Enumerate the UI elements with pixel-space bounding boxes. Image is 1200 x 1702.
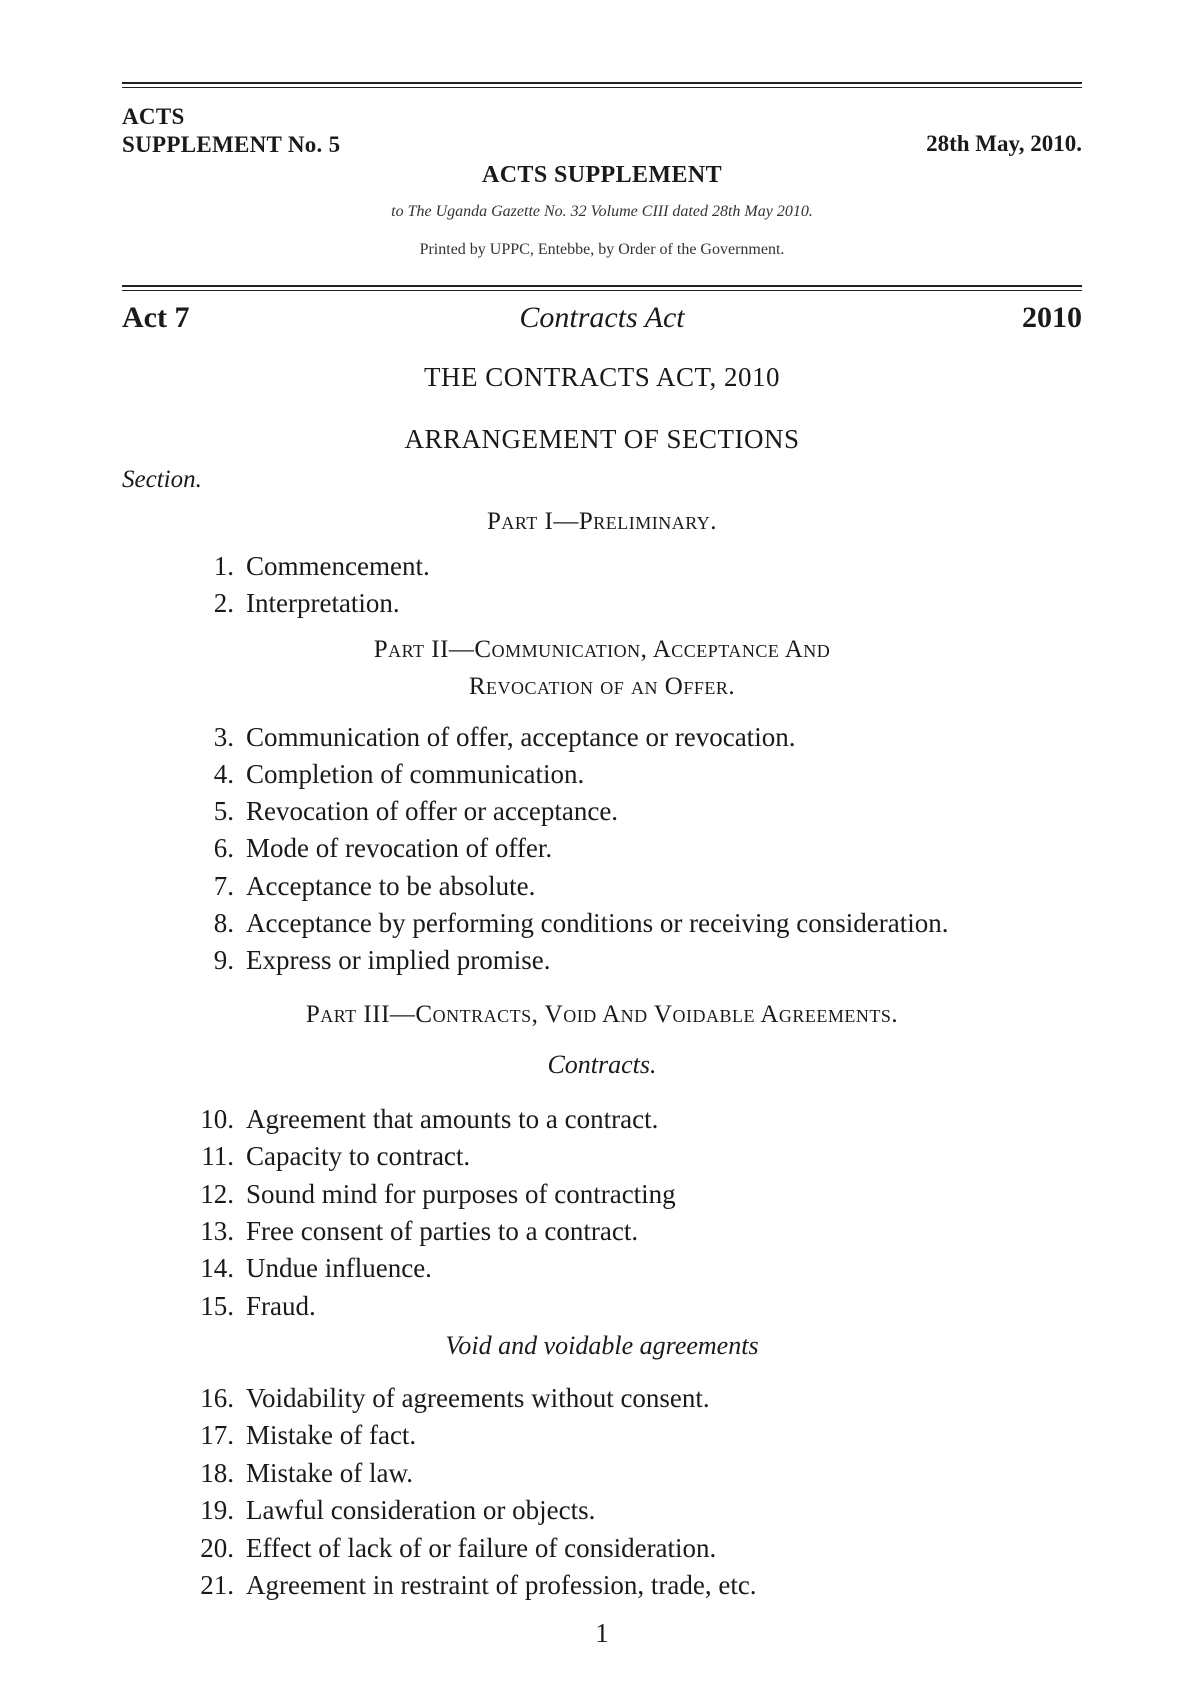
section-number: 6. (213, 833, 234, 863)
printer-note: Printed by UPPC, Entebbe, by Order of the Government. (419, 241, 785, 258)
section-title: Fraud. (246, 1291, 316, 1321)
section-number: 8. (213, 908, 234, 938)
section-number: 19. (200, 1495, 234, 1525)
supplement-label (122, 103, 340, 159)
supplement-number: SUPPLEMENT No. 5 (122, 132, 341, 157)
section-title: Voidability of agreements without consent. (246, 1383, 710, 1413)
section-number: 9. (213, 945, 234, 975)
section-number: 3. (213, 722, 234, 752)
part-heading-2-continued: Revocation of an Offer. (468, 673, 736, 700)
section-title: Effect of lack of or failure of consideration. (246, 1533, 717, 1563)
section-title: Agreement in restraint of profession, trade, etc. (246, 1570, 757, 1600)
section-item (122, 1458, 1082, 1494)
section-item (122, 1253, 1082, 1289)
section-item (122, 551, 1082, 587)
subheading-contracts: Contracts. (547, 1050, 657, 1079)
act-number: Act 7 (122, 301, 190, 334)
header-bottom-rule (122, 285, 1082, 291)
section-number: 5. (213, 796, 234, 826)
section-item (122, 1495, 1082, 1531)
section-item (122, 1533, 1082, 1569)
act-name: Contracts Act (519, 301, 685, 334)
section-column-label: Section. (122, 466, 202, 493)
section-item (122, 759, 1082, 795)
section-item (122, 1216, 1082, 1252)
section-title: Express or implied promise. (246, 945, 551, 975)
section-number: 16. (200, 1383, 234, 1413)
section-item (122, 588, 1082, 624)
section-title: Completion of communication. (246, 759, 585, 789)
publication-date: 28th May, 2010. (926, 131, 1082, 156)
section-item (122, 796, 1082, 832)
section-number: 18. (200, 1458, 234, 1488)
section-title: Revocation of offer or acceptance. (246, 796, 619, 826)
section-title: Acceptance to be absolute. (246, 871, 536, 901)
section-item (122, 1291, 1082, 1327)
section-number: 12. (200, 1179, 234, 1209)
part-heading-1: Part I—Preliminary. (486, 508, 718, 535)
section-number: 11. (201, 1141, 234, 1171)
section-item (122, 1104, 1082, 1140)
section-title: Agreement that amounts to a contract. (246, 1104, 659, 1134)
section-number: 2. (213, 588, 234, 618)
section-title: Interpretation. (246, 588, 400, 618)
gazette-reference: to The Uganda Gazette No. 32 Volume CIII dated 28th May 2010. (391, 203, 813, 220)
section-item (122, 1383, 1082, 1419)
section-title: Free consent of parties to a contract. (246, 1216, 639, 1246)
section-title: Sound mind for purposes of contracting (246, 1179, 676, 1209)
part-heading-3: Part III—Contracts, Void And Voidable Agreements. (305, 1001, 899, 1028)
section-number: 21. (200, 1570, 234, 1600)
section-number: 17. (200, 1420, 234, 1450)
part-heading-2: Part II—Communication, Acceptance And (373, 636, 831, 663)
section-title: Mode of revocation of offer. (246, 833, 553, 863)
section-title: Mistake of law. (246, 1458, 413, 1488)
section-item (122, 722, 1082, 758)
section-title: Communication of offer, acceptance or revocation. (246, 722, 796, 752)
supplement-title: ACTS SUPPLEMENT (481, 162, 723, 188)
section-item (122, 1179, 1082, 1215)
section-item (122, 908, 1082, 944)
section-number: 15. (200, 1291, 234, 1321)
header-top-rule (122, 82, 1082, 88)
section-title: Mistake of fact. (246, 1420, 417, 1450)
act-year: 2010 (1022, 301, 1082, 334)
subheading-void-voidable: Void and voidable agreements (445, 1331, 759, 1360)
section-title: Acceptance by performing conditions or receiving consideration. (246, 908, 949, 938)
page-number: 1 (595, 1618, 609, 1648)
section-number: 1. (213, 551, 234, 581)
section-title: Undue influence. (246, 1253, 432, 1283)
section-number: 14. (200, 1253, 234, 1283)
page-title: THE CONTRACTS ACT, 2010 (423, 362, 780, 392)
section-title: Commencement. (246, 551, 430, 581)
section-number: 20. (200, 1533, 234, 1563)
section-number: 10. (200, 1104, 234, 1134)
section-title: Capacity to contract. (246, 1141, 471, 1171)
document-page (122, 0, 1082, 1702)
section-item (122, 1420, 1082, 1456)
section-number: 13. (200, 1216, 234, 1246)
section-number: 4. (213, 759, 234, 789)
section-number: 7. (213, 871, 234, 901)
acts-line: ACTS (122, 104, 185, 129)
page-subtitle: ARRANGEMENT OF SECTIONS (404, 424, 800, 454)
section-item (122, 1141, 1082, 1177)
section-item (122, 1570, 1082, 1606)
section-item (122, 871, 1082, 907)
section-item (122, 833, 1082, 869)
section-title: Lawful consideration or objects. (246, 1495, 596, 1525)
section-item (122, 945, 1082, 981)
